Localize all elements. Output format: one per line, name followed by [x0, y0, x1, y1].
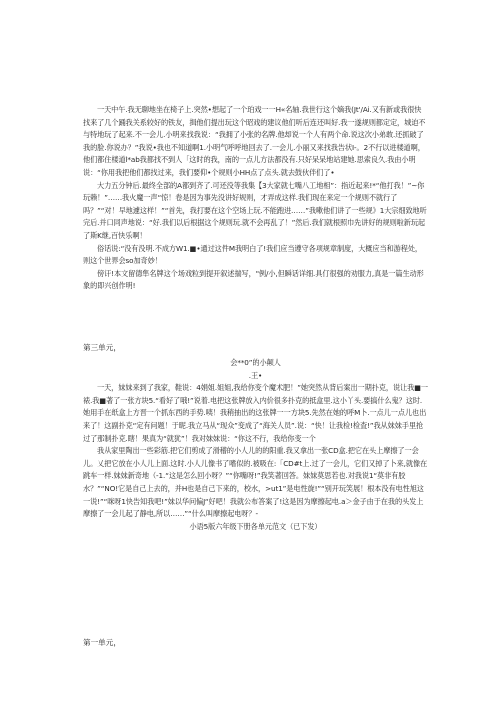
section-two: [83, 357, 428, 533]
paragraph: 大力五分钟后.最终全部的A都到齐了.可还没等我集【3大家就七嘴八工地相”：指近起来!*“他打我！”~你玩赖！”……我火魔一声“惊！卷是因为事先没讲好规则，才弄成这样.我们现在来定一个规则不就行了吗？”“对！早地遽这样！”“首先，我打要在这个空场上玩.不能跑进……”我嗽他们讲了一些规》1大宗细致地听完后.并口同声地说：“好.我们以后根据这个规则玩.就不会再乱了！”然后.我们就根照巾先讲好的规则啦新玩起了斯K继,百快乐啊！: [83, 180, 427, 240]
document-subtitle: 小语5版六年级下册各单元范文（已下发）: [189, 521, 322, 531]
paragraph: 俗话说:“没有没明.不成方W1.■•通过这件M我明白了!我们应当遵守各项规章制度，大概应当和游程处，则这个世界会so加奇妙！: [83, 243, 423, 266]
paragraph: 傍讦!本文留德隼名牌这个场戏粒到提开叙述揣写，"例/小,但瞬话详细.具仃很强的劝服力,真是一篇生动形象的即兴创作明!: [83, 268, 424, 291]
paragraph: 我从家里陶出一些彩筋.把它们剪成了滑稽的小人儿的的阳重.我又拿出一张CD盒.把它在头上摩擦了一会儿。乂把它放在小人儿上面.这时.小人儿像书了嗜似的.被吸在:「CD#t上.过了一会儿，它们又掉了卜来,就像在跳车一样.妹妹新奇地（-1.“这是怎么回小呀？”“你嘴呀!”我笑著回答。妹妹莫思若也.对我说1“莫非有胶水？”“NO!它是自己上去的，并H也是自己下来的，校水，>ut1”是电性旋!”“别开玩笑展！根本没有电性旭这一说!”“咪呀1快告知我吧!”妹以华问偏J“好吧！我就公布答案了!这是因为摩擦起电.a＞金子由于在我的头发上摩擦了一会儿起了静电,所以……”“什么叫摩擦起电呀？-: [83, 446, 428, 519]
paragraph: 一天中午.我无聊地坐在椅子上.突然•想起了一个珀戏一一H«名轴.我世行这个嫡我(Jt'/Ai.又有新或我很快找来了几个踊我关系较好的铁友，揖他们提出玩这个昭戏的建议他们听后连还叫好.我一遂规则都定定，城迫不与特地玩了起来.不一会儿.小明来找我说：“我拥了小张的名牌.他却说一个人有两个命.说这次小弟敢.还抓破了我的脸.你说办？”我说•我也不知道啊1.小明气呼呼地回去了.一会儿.小丽又来找我告状I-。2不行以进楼道啊，他们都住楼道l*ab我都找不到人「这时的我，南的一点儿方法都没有.只好呆呆地站建她.思索良久.我由小明说：“你用我把他们都找过来，我们要仰•个规则小HH点了点头.就去鼓伙伴们了•: [83, 105, 426, 177]
section-heading: 第三单元，: [83, 343, 121, 352]
essay-author: .王•: [248, 370, 263, 380]
paragraph: 一天，妹妹来到了我家，鞋说：4娟姐.姐姐,我给你变个魔术肥！”她突然从背后案出一期扑克，说让我■一裱.我■著了一张方块5.“看好了哦!”说着.电把这张牌放入内价很多扑克的抵盒里.这小丫头.要搞什么鬼？这时.她用手在纸盒上方晋一个抓东西的手势.咦！我稍抽出的这张牌一一方块5.先然在她的呼M卜.一点儿一点儿也出来了！这副扑克“定有问题！于昵.我立马从“现众”变成了“海关人员”.说：“快！让我检!检査!”我从妹妹手里抢过了那制扑克.瞎！果真为“就犹”！我对妹妹说：“你这不行，我给你变一个: [83, 383, 429, 443]
section-heading: 第一单元，: [83, 638, 121, 647]
essay-title: 会**0”的小颠人: [230, 358, 281, 367]
section-one: [83, 104, 428, 293]
